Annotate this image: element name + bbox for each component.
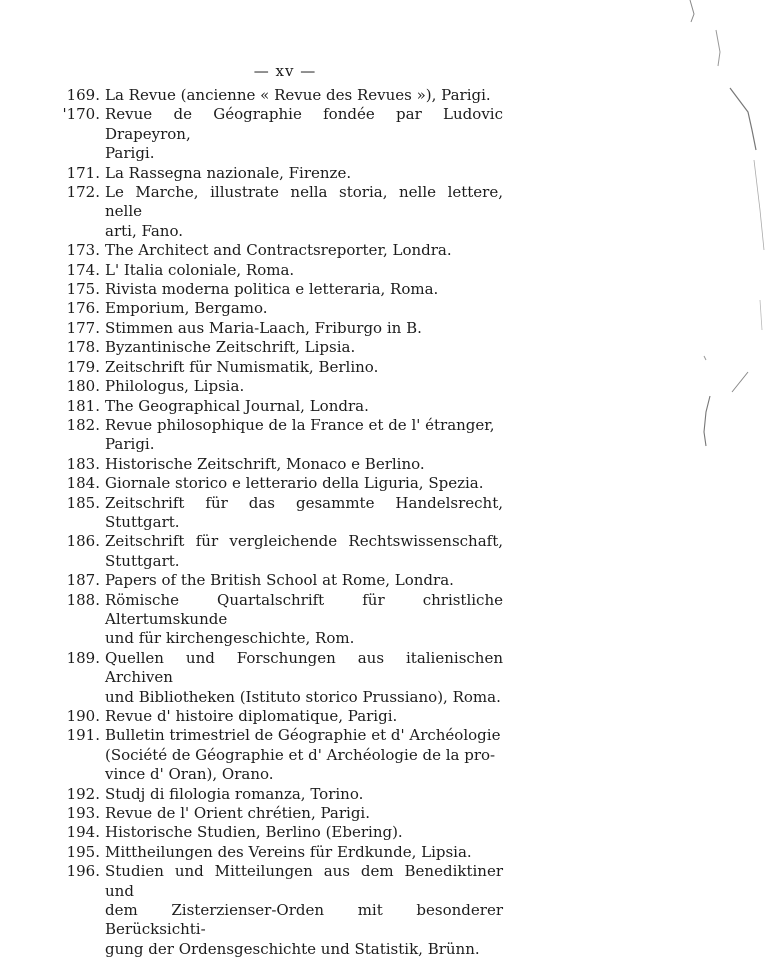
entry-title: Zeitschrift für vergleichende Rechtswissenschaft, Stuttgart. <box>105 532 503 570</box>
entry-title: Studj di filologia romanza, Torino. <box>105 784 364 803</box>
list-item <box>58 532 503 571</box>
list-item <box>58 397 503 416</box>
entry-number: 195. <box>66 842 100 861</box>
list-item <box>58 571 503 590</box>
list-item <box>58 86 503 105</box>
list-item <box>58 338 503 357</box>
page-number: — xv — <box>253 62 317 80</box>
entry-number: 169. <box>66 86 100 104</box>
list-item <box>58 494 503 533</box>
entry-title: Historische Studien, Berlino (Ebering). <box>105 823 403 842</box>
list-item <box>58 649 503 707</box>
list-item <box>58 319 503 338</box>
entry-title: Quellen und Forschungen aus italienischen Archiven und Bibliotheken (Istituto storico Prussiano), Roma. <box>105 648 503 706</box>
entry-title: Revue de l' Orient chrétien, Parigi. <box>105 804 370 823</box>
list-item <box>58 785 503 804</box>
list-item <box>58 804 503 823</box>
list-item <box>58 164 503 183</box>
entry-title: Bulletin trimestriel de Géographie et d' Archéologie (Société de Géographie et d' Archéologie de la pro- vince d' Oran), Orano. <box>105 726 501 784</box>
list-item <box>58 241 503 260</box>
entry-number: 196. <box>66 862 100 881</box>
entry-title: Mittheilungen des Vereins für Erdkunde, Lipsia. <box>105 842 472 861</box>
list-item <box>58 261 503 280</box>
entry-title: Zeitschrift für Numismatik, Berlino. <box>105 357 379 376</box>
periodicals-list <box>58 86 503 959</box>
list-item <box>58 377 503 396</box>
entry-number: 184. <box>66 474 100 493</box>
list-item <box>58 358 503 377</box>
list-item <box>58 823 503 842</box>
entry-number: 173. <box>66 241 100 260</box>
entry-number: 194. <box>66 823 100 842</box>
list-item <box>58 474 503 493</box>
entry-title: Byzantinische Zeitschrift, Lipsia. <box>105 338 356 357</box>
list-item <box>58 183 503 241</box>
entry-number: 174. <box>66 260 100 279</box>
entry-title: La Rassegna nazionale, Firenze. <box>105 163 352 182</box>
entry-number: 189. <box>66 648 100 667</box>
entry-title: The Architect and Contractsreporter, Londra. <box>105 241 452 260</box>
entry-number: 172. <box>66 183 100 202</box>
list-item <box>58 726 503 784</box>
entry-title: Revue de Géographie fondée par Ludovic Drapeyron, Parigi. <box>105 105 503 163</box>
list-item <box>58 707 503 726</box>
entry-number: 191. <box>66 726 100 745</box>
entry-title: Le Marche, illustrate nella storia, nelle lettere, nelle arti, Fano. <box>105 183 503 240</box>
entry-number: 179. <box>66 357 100 376</box>
list-item <box>58 843 503 862</box>
entry-title: Revue d' histoire diplomatique, Parigi. <box>105 707 398 725</box>
entry-title: Revue philosophique de la France et de l' étranger, Parigi. <box>105 415 495 454</box>
list-item <box>58 299 503 318</box>
entry-number: 186. <box>66 532 100 551</box>
entry-title: The Geographical Journal, Londra. <box>105 396 369 415</box>
entry-number: 193. <box>66 804 100 823</box>
list-item <box>58 416 503 455</box>
entry-number: 192. <box>66 784 100 803</box>
entry-number: 177. <box>66 318 100 337</box>
entry-number: 181. <box>66 396 100 415</box>
entry-number: 176. <box>66 299 100 318</box>
scan-artifact-marks <box>660 0 767 900</box>
entry-title: Giornale storico e letterario della Liguria, Spezia. <box>105 474 484 493</box>
list-item <box>58 280 503 299</box>
list-item <box>58 455 503 474</box>
entry-number: 182. <box>66 415 100 434</box>
entry-number: '170. <box>62 105 100 124</box>
entry-number: 190. <box>66 707 100 725</box>
entry-number: 183. <box>66 454 100 473</box>
entry-title: L' Italia coloniale, Roma. <box>105 260 295 279</box>
entry-number: 171. <box>66 163 100 182</box>
entry-title: Rivista moderna politica e letteraria, Roma. <box>105 280 439 299</box>
entry-number: 178. <box>66 338 100 357</box>
entry-number: 185. <box>66 493 100 512</box>
entry-number: 188. <box>66 590 100 609</box>
list-item <box>58 591 503 649</box>
entry-title: Stimmen aus Maria-Laach, Friburgo in B. <box>105 318 422 337</box>
entry-title: La Revue (ancienne « Revue des Revues »), Parigi. <box>105 86 491 104</box>
entry-title: Historische Zeitschrift, Monaco e Berlino. <box>105 454 425 473</box>
entry-number: 180. <box>66 377 100 396</box>
entry-title: Studien und Mitteilungen aus dem Benediktiner und dem Zisterzienser-Orden mit besonderer Berücksichti- gung der Ordensgeschichte und Statistik, Brünn. <box>105 862 503 958</box>
entry-title: Zeitschrift für das gesammte Handelsrecht, Stuttgart. <box>105 493 503 531</box>
entry-title: Römische Quartalschrift für christliche Altertumskunde und für kirchengeschichte, Rom. <box>105 590 503 648</box>
entry-number: 175. <box>66 280 100 299</box>
list-item <box>58 105 503 163</box>
entry-title: Papers of the British School at Rome, Londra. <box>105 571 454 590</box>
list-item <box>58 862 503 959</box>
entry-number: 187. <box>66 571 100 590</box>
entry-title: Philologus, Lipsia. <box>105 377 245 396</box>
entry-title: Emporium, Bergamo. <box>105 299 268 318</box>
